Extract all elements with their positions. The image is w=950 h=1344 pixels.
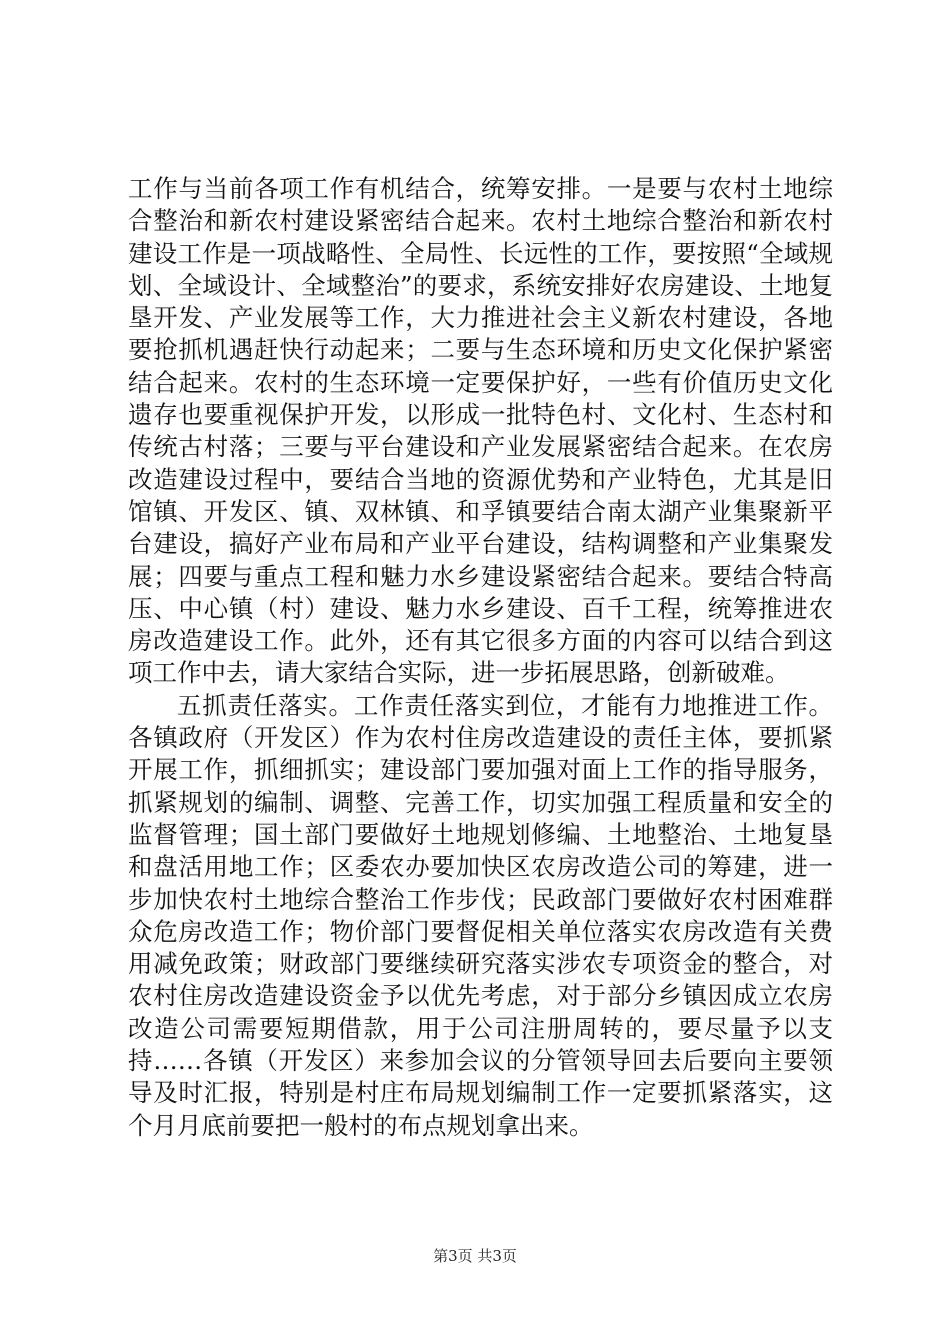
document-body bbox=[128, 173, 833, 1142]
paragraph-1: 工作与当前各项工作有机结合，统筹安排。一是要与农村土地综合整治和新农村建设紧密结合起来。农村土地综合整治和新农村建设工作是一项战略性、全局性、长远性的工作，要按照“全域规划、全域设计、全域整治”的要求，系统安排好农房建设、土地复垦开发、产业发展等工作，大力推进社会主义新农村建设，各地要抢抓机遇赶快行动起来；二要与生态环境和历史文化保护紧密结合起来。农村的生态环境一定要保护好，一些有价值历史文化遗存也要重视保护开发，以形成一批特色村、文化村、生态村和传统古村落；三要与平台建设和产业发展紧密结合起来。在农房改造建设过程中，要结合当地的资源优势和产业特色，尤其是旧馆镇、开发区、镇、双林镇、和孚镇要结合南太湖产业集聚新平台建设，搞好产业布局和产业平台建设，结构调整和产业集聚发展；四要与重点工程和魅力水乡建设紧密结合起来。要结合特高压、中心镇（村）建设、魅力水乡建设、百千工程，统筹推进农房改造建设工作。此外，还有其它很多方面的内容可以结合到这项工作中去，请大家结合实际，进一步拓展思路，创新破难。 bbox=[128, 174, 833, 688]
page-footer: 第3页 共3页 bbox=[433, 1247, 517, 1265]
paragraph-2: 五抓责任落实。工作责任落实到位，才能有力地推进工作。各镇政府（开发区）作为农村住房改造建设的责任主体，要抓紧开展工作，抓细抓实；建设部门要加强对面上工作的指导服务，抓紧规划的编制、调整、完善工作，切实加强工程质量和安全的监督管理；国土部门要做好土地规划修编、土地整治、土地复垦和盘活用地工作；区委农办要加快区农房改造公司的筹建，进一步加快农村土地综合整治工作步伐；民政部门要做好农村困难群众危房改造工作；物价部门要督促相关单位落实农房改造有关费用减免政策；财政部门要继续研究落实涉农专项资金的整合，对农村住房改造建设资金予以优先考虑，对于部分乡镇因成立农房改造公司需要短期借款，用于公司注册周转的，要尽量予以支持……各镇（开发区）来参加会议的分管领导回去后要向主要领导及时汇报，特别是村庄布局规划编制工作一定要抓紧落实，这个月月底前要把一般村的布点规划拿出来。 bbox=[128, 690, 833, 1140]
